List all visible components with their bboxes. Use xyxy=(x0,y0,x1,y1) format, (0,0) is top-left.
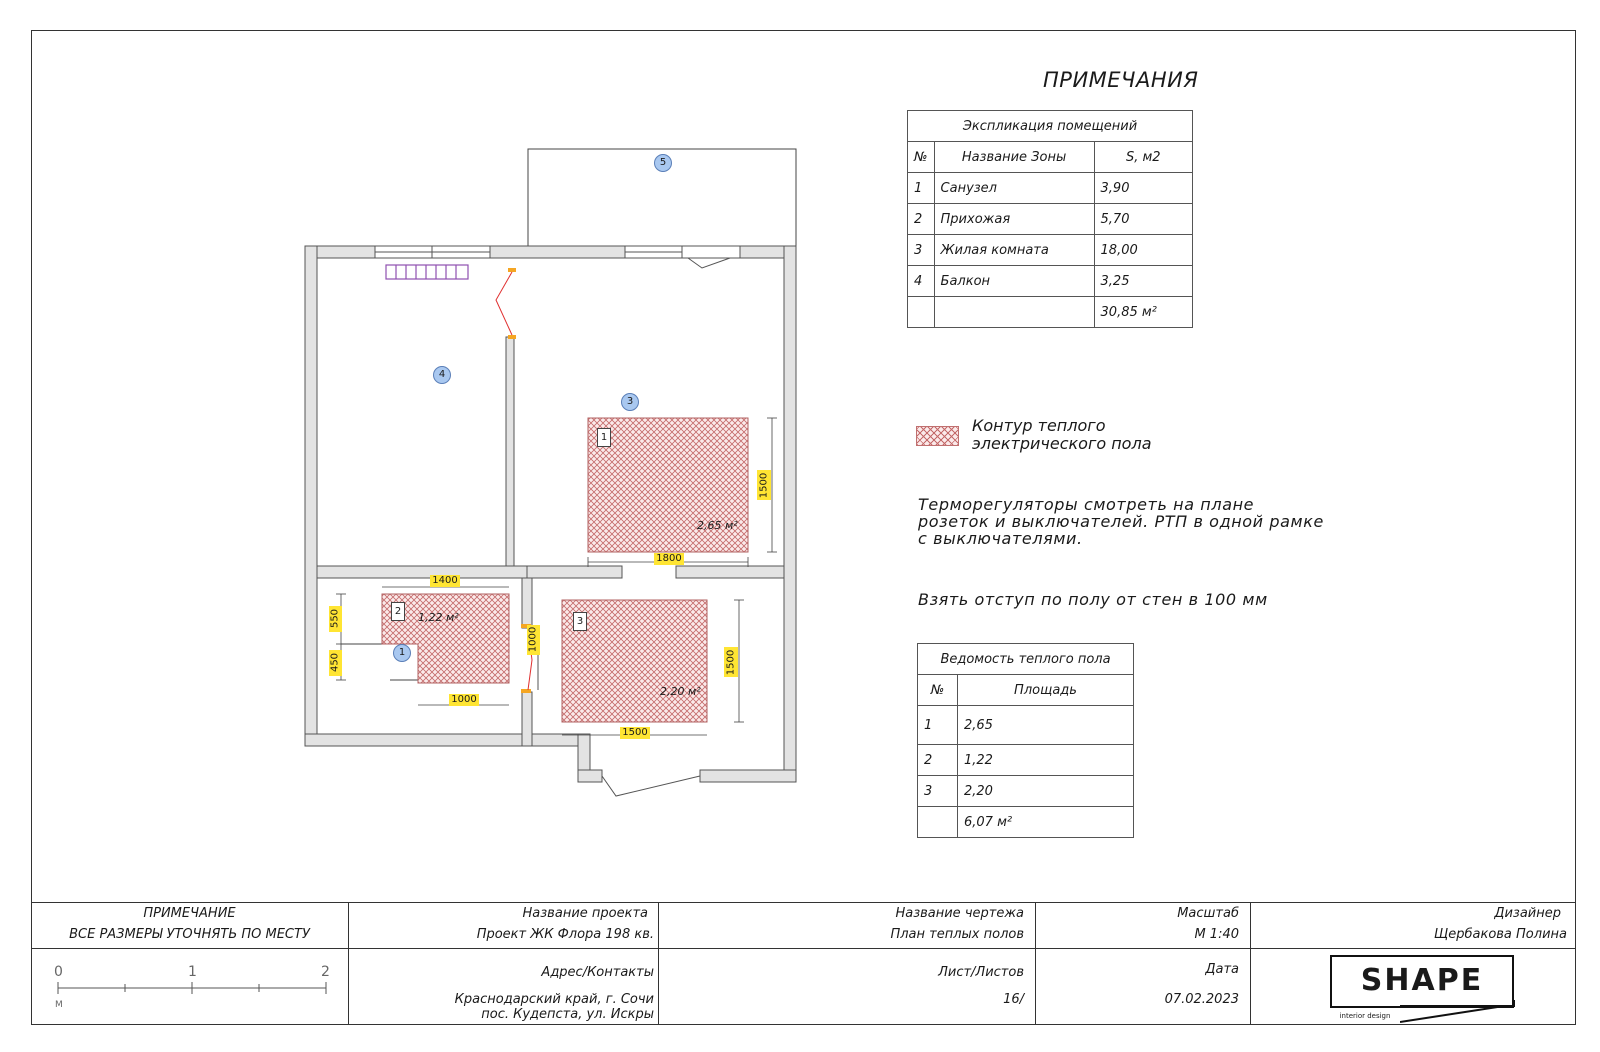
tb-drawing-value: План теплых полов xyxy=(890,927,1024,942)
cell-num: 1 xyxy=(908,173,935,204)
radiator xyxy=(386,265,468,279)
dimension-label-zone3-width: 1500 xyxy=(620,727,650,739)
tb-scale-label: Масштаб xyxy=(1177,906,1239,921)
dimension-label-zone1-width: 1800 xyxy=(654,553,684,565)
table-row xyxy=(908,266,1193,297)
cell-name: Жилая комната xyxy=(934,235,1094,266)
entrance-door xyxy=(602,776,700,796)
dimension-label-hall-1000: 1000 xyxy=(449,694,479,706)
table-row xyxy=(918,706,1134,745)
tb-scale-value: М 1:40 xyxy=(1194,927,1239,942)
cell-num: 2 xyxy=(908,204,935,235)
table-total-row xyxy=(918,807,1134,838)
scale-tick-1: 1 xyxy=(188,964,197,980)
scale-tick-2: 2 xyxy=(321,964,330,980)
tb-sheet-label: Лист/Листов xyxy=(938,965,1024,980)
window-door-right xyxy=(625,246,740,268)
zone-tag-1: 1 xyxy=(597,428,611,447)
note-thermostats-line-3: с выключателями. xyxy=(918,529,1083,548)
table-row xyxy=(908,235,1193,266)
cell-num: 2 xyxy=(918,745,958,776)
cell-area: 18,00 xyxy=(1094,235,1192,266)
heated-floor-header-area: Площадь xyxy=(958,675,1134,706)
note-offset: Взять отступ по полу от стен в 100 мм xyxy=(918,590,1268,609)
zone-area-1: 2,65 м² xyxy=(697,519,738,532)
tb-designer-value: Щербакова Полина xyxy=(1434,927,1567,942)
notes-title: ПРИМЕЧАНИЯ xyxy=(1043,68,1199,92)
tb-address-line-2: пос. Кудепста, ул. Искры xyxy=(481,1007,654,1022)
zone-tag-2: 2 xyxy=(391,602,405,621)
dimension-label-zone3-height: 1500 xyxy=(724,647,738,677)
cell-area: 1,22 xyxy=(958,745,1134,776)
dimension-label-550: 550 xyxy=(329,606,342,632)
heated-floor-total: 6,07 м² xyxy=(958,807,1134,838)
dimension-label-450: 450 xyxy=(329,650,342,676)
explication-table xyxy=(907,110,1193,328)
logo-text: SHAPE xyxy=(1360,963,1484,998)
logo-subtitle: interior design xyxy=(1339,1012,1391,1020)
cell-area: 2,65 xyxy=(958,706,1134,745)
tb-note-value: ВСЕ РАЗМЕРЫ УТОЧНЯТЬ ПО МЕСТУ xyxy=(69,927,310,942)
room-marker-5: 5 xyxy=(654,154,672,172)
room-marker-3: 3 xyxy=(621,393,639,411)
cell-area: 2,20 xyxy=(958,776,1134,807)
explication-caption: Экспликация помещений xyxy=(908,111,1193,142)
cell-name: Санузел xyxy=(934,173,1094,204)
heated-floor-table xyxy=(917,643,1134,838)
table-row xyxy=(908,173,1193,204)
cell-num: 3 xyxy=(908,235,935,266)
tb-address-label: Адрес/Контакты xyxy=(541,965,654,980)
title-block-mid-line xyxy=(31,948,1576,949)
cell-name: Балкон xyxy=(934,266,1094,297)
tb-note-label: ПРИМЕЧАНИЕ xyxy=(143,906,236,921)
logo-tail xyxy=(1400,1000,1520,1025)
zone-tag-3: 3 xyxy=(573,612,587,631)
heated-floor-header-num: № xyxy=(918,675,958,706)
zone-area-2: 1,22 м² xyxy=(418,611,459,624)
tb-project-value: Проект ЖК Флора 198 кв. xyxy=(476,927,654,942)
title-block-top-line xyxy=(31,902,1576,903)
scale-unit: М xyxy=(55,1000,63,1010)
tb-date-value: 07.02.2023 xyxy=(1164,992,1239,1007)
legend-text xyxy=(972,417,1152,453)
tb-designer-label: Дизайнер xyxy=(1494,906,1561,921)
cell-num: 1 xyxy=(918,706,958,745)
tb-date-label: Дата xyxy=(1205,962,1239,977)
zone-area-3: 2,20 м² xyxy=(660,685,701,698)
note-thermostats-line-2: розеток и выключателей. РТП в одной рамке xyxy=(918,512,1324,531)
dimension-label-zone1-height: 1500 xyxy=(757,470,771,500)
legend-line-1: Контур теплого xyxy=(972,416,1106,435)
note-thermostats-line-1: Терморегуляторы смотреть на плане xyxy=(918,495,1255,514)
legend-line-2: электрического пола xyxy=(972,434,1152,453)
cell-area: 3,90 xyxy=(1094,173,1192,204)
cell-area: 5,70 xyxy=(1094,204,1192,235)
tb-project-label: Название проекта xyxy=(522,906,648,921)
scale-tick-0: 0 xyxy=(54,964,63,980)
tb-drawing-label: Название чертежа xyxy=(895,906,1024,921)
table-row xyxy=(918,745,1134,776)
explication-total: 30,85 м² xyxy=(1094,297,1192,328)
explication-header-name: Название Зоны xyxy=(934,142,1094,173)
cell-name: Прихожая xyxy=(934,204,1094,235)
room-marker-1: 1 xyxy=(393,644,411,662)
cell-num: 4 xyxy=(908,266,935,297)
tb-address-line-1: Краснодарский край, г. Сочи xyxy=(454,992,654,1007)
explication-header-num: № xyxy=(908,142,935,173)
room-marker-4: 4 xyxy=(433,366,451,384)
dimension-label-zone2-width: 1400 xyxy=(430,575,460,587)
cell-area: 3,25 xyxy=(1094,266,1192,297)
table-row xyxy=(908,204,1193,235)
table-row xyxy=(918,776,1134,807)
balcony-door xyxy=(496,268,516,339)
window-left xyxy=(375,246,490,258)
cell-num: 3 xyxy=(918,776,958,807)
legend-hatch-swatch xyxy=(916,426,959,446)
dimension-label-door-1000: 1000 xyxy=(527,625,540,655)
table-total-row xyxy=(908,297,1193,328)
tb-sheet-value: 16/ xyxy=(1003,992,1024,1007)
heated-floor-caption: Ведомость теплого пола xyxy=(918,644,1134,675)
scale-bar xyxy=(48,958,348,1018)
note-thermostats xyxy=(918,496,1324,547)
explication-header-area: S, м2 xyxy=(1094,142,1192,173)
